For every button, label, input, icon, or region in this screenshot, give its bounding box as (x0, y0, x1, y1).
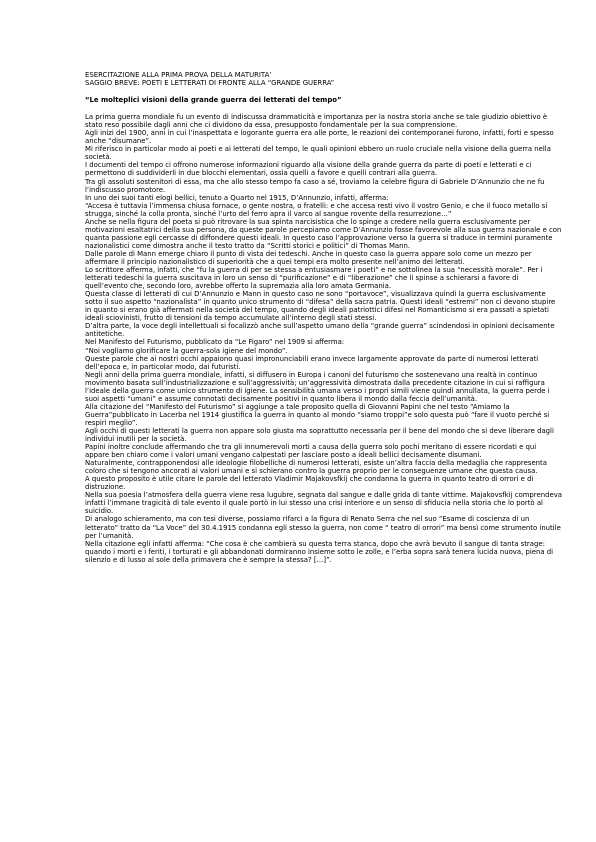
body-paragraph: Mi riferisco in particolar modo ai poeti e ai letterati del tempo, le quali opinioni ebbero un ruolo cruciale nella visione della guerra nella società. (85, 145, 551, 162)
body-paragraph: In uno dei suoi tanti elogi bellici, tenuto a Quarto nel 1915, D’Annunzio, infatti, afferma: (85, 193, 389, 202)
body-paragraph: Anche se nella figura del poeta si può ritrovare la sua spinta narcisistica che lo spinge a credere nella guerra esclusivamente per motivazioni esaltatrici della sua persona, da queste parole percepiamo come D’Annunzio fosse favorevole alla sua guerra nazionale e con quanta passione egli cercasse di diffondere questi ideali. In questo caso l’approvazione verso la guerra si traduce in termini puramente nazionalistici come dimostra anche il testo tratto da “Scritti storici e politici” di Thomas Mann. (85, 217, 562, 250)
assignment-heading (85, 71, 562, 87)
body-paragraph: D’altra parte, la voce degli intellettuali si focalizzò anche sull’aspetto umano della “grande guerra” scindendosi in opinioni decisamente antitetiche. (85, 322, 555, 339)
body-paragraph: Papini inoltre conclude affermando che tra gli innumerevoli morti a causa della guerra solo pochi meritano di essere ricordati e qui appare ben chiaro come i valori umani vengano calpestati per lasciare posto a ideali bellici decisamente disumani. (85, 443, 537, 460)
body-paragraph: Negli anni della prima guerra mondiale, infatti, si diffusero in Europa i canoni del futurismo che sostenevano una realtà in continuo movimento basata sull’industrializzazione e sull’aggressività; un’aggressività dimostrata dalla precedente citazione in cui si raffigura l’ideale della guerra come unico strumento di igiene. La sensibilità umana verso i propri simili viene quindi annullata, la guerra perde i suoi aspetti “umani” e assume connotati decisamente positivi in quanto libera il mondo dalla feccia dell’umanità. (85, 370, 550, 403)
body-paragraph: Di analogo schieramento, ma con tesi diverse, possiamo rifarci a la figura di Renato Serra che nel suo “Esame di coscienza di un letterato” tratto da “La Voce” del 30.4.1915 condanna egli stesso la guerra, non come “ teatro di orrori” ma bensì come strumento inutile per l’umanità. (85, 515, 561, 540)
body-paragraph: Queste parole che ai nostri occhi appaiono quasi impronunciabili erano invece largamente approvate da parte di numerosi letterati dell’epoca e, in particolar modo, dai futuristi. (85, 354, 539, 371)
exercise-label: ESERCITAZIONE ALLA PRIMA PROVA DELLA MATURITA’ (85, 71, 272, 79)
body-paragraph: A questo proposito è utile citare le parole del letterato Vladimir Majakovsfkij che condanna la guerra in quanto teatro di orrori e di distruzione. (85, 475, 534, 492)
body-paragraph: La prima guerra mondiale fu un evento di indiscussa drammaticità e importanza per la nostra storia anche se tale giudizio obiettivo è stato reso possibile dagli anni che ci dividono da essa, presupposto fondamentale per la sua comprensione. (85, 113, 548, 130)
essay-title: “Le molteplici visioni della grande guerra dei letterati del tempo” (85, 96, 342, 105)
body-paragraph: “Noi vogliamo glorificare la guerra-sola igiene del mondo”. (85, 346, 288, 355)
body-paragraph: Naturalmente, contrapponendosi alle ideologie filobelliche di numerosi letterati, esiste un’altra faccia della medaglia che rappresenta coloro che si tengono ancorati ai valori umani e si schierano contro la guerra proprio per le conseguenze umane che questa causa. (85, 459, 547, 476)
body-paragraph: Alla citazione del “Manifesto del Futurismo” si aggiunge a tale proposito quella di Giovanni Papini che nel testo “Amiamo la Guerra”pubblicato in Lacerba nel 1914 giustifica la guerra in quanto al mondo “siamo troppi”e solo questa può “fare il vuoto perché si respiri meglio”. (85, 402, 550, 427)
body-paragraph: Nella citazione egli infatti afferma: “Che cosa è che cambierà su questa terra stanca, dopo che avrà bevuto il sangue di tanta strage: quando i morti e i feriti, i torturati e gli abbandonati dormiranno insieme sotto le zolle, e l’erba sopra sarà tenera lucida nuova, piena di silenzio e di lusso al sole della primavera che è sempre la stessa? […]”. (85, 539, 554, 564)
body-paragraph: Dalle parole di Mann emerge chiaro il punto di vista dei tedeschi. Anche in questo caso la guerra appare solo come un mezzo per affermare il principio nazionalistico di superiorità che a quei tempi era molto presente nell’animo dei letterati. (85, 249, 532, 266)
body-paragraph: “Accesa è tuttavia l’immensa chiusa fornace, o gente nostra, o fratelli: e che accesa resti vivo il vostro Genio, e che il fuoco metallo si strugga, sinché la colla pronta, sinché l’urto del ferro apra il varco al sangue rovente della resurrezione…” (85, 201, 548, 218)
body-paragraph: Nella sua poesia l’atmosfera della guerra viene resa lugubre, segnata dal sangue e dalle grida di tante vittime. Majakovsfkij comprendeva infatti l’immane tragicità di tale evento il quale portò in lui stesso una crisi interiore e un senso di sfiducia nella storia che lo portò al suicidio. (85, 491, 563, 516)
body-paragraph: Agli inizi del 1900, anni in cui l’inaspettata e logorante guerra era alle porte, le reazioni dei contemporanei furono, infatti, forti e spesso anche “disumane”. (85, 129, 554, 146)
body-paragraph: I documenti del tempo ci offrono numerose informazioni riguardo alla visione della grande guerra da parte di poeti e letterati e ci permettono di suddividerli in due blocchi elementari, ossia quelli a favore e quelli contrari alla guerra. (85, 161, 532, 178)
body-paragraph: Nel Manifesto del Futurismo, pubblicato da “Le Figaro” nel 1909 si afferma: (85, 338, 345, 347)
body-paragraph: Tra gli assoluti sostenitori di essa, ma che allo stesso tempo fa caso a sé, troviamo la celebre figura di Gabriele D’Annunzio che ne fu l’indiscusso promotore. (85, 177, 545, 194)
body-paragraph: Agli occhi di questi letterati la guerra non appare solo giusta ma soprattutto necessaria per il bene del mondo che si deve liberare dagli individui inutili per la società. (85, 426, 554, 444)
body-paragraph: Questa classe di letterati di cui D’Annunzio e Mann in questo caso ne sono “portavoce”, visualizzava quindi la guerra esclusivamente sotto il suo aspetto “nazionalista” in quanto unico strumento di “difesa” della sacra patria. Questi ideali “estremi” non ci devono stupire in quanto si erano già affermati nella società del tempo, quando degli ideali patriottici difesi nel Romanticismo si era passati a spietati ideali sciovinisti, frutto di tensioni da tempo accumulate all’interno degli stati stessi. (85, 290, 556, 323)
body-paragraph: Lo scrittore afferma, infatti, che “fu la guerra di per se stessa a entusiasmare i poeti” e ne sottolinea la sua “necessità morale”. Per i letterati tedeschi la guerra suscitava in loro un senso di “purificazione” e di “liberazione” che li spinse a schierarsi a favore di quell’evento che, secondo loro, avrebbe offerto la supremazia alla loro amata Germania. (85, 266, 543, 291)
essay-subject: SAGGIO BREVE: POETI E LETTERATI DI FRONTE ALLA “GRANDE GUERRA” (85, 79, 335, 88)
essay-body (85, 113, 562, 564)
